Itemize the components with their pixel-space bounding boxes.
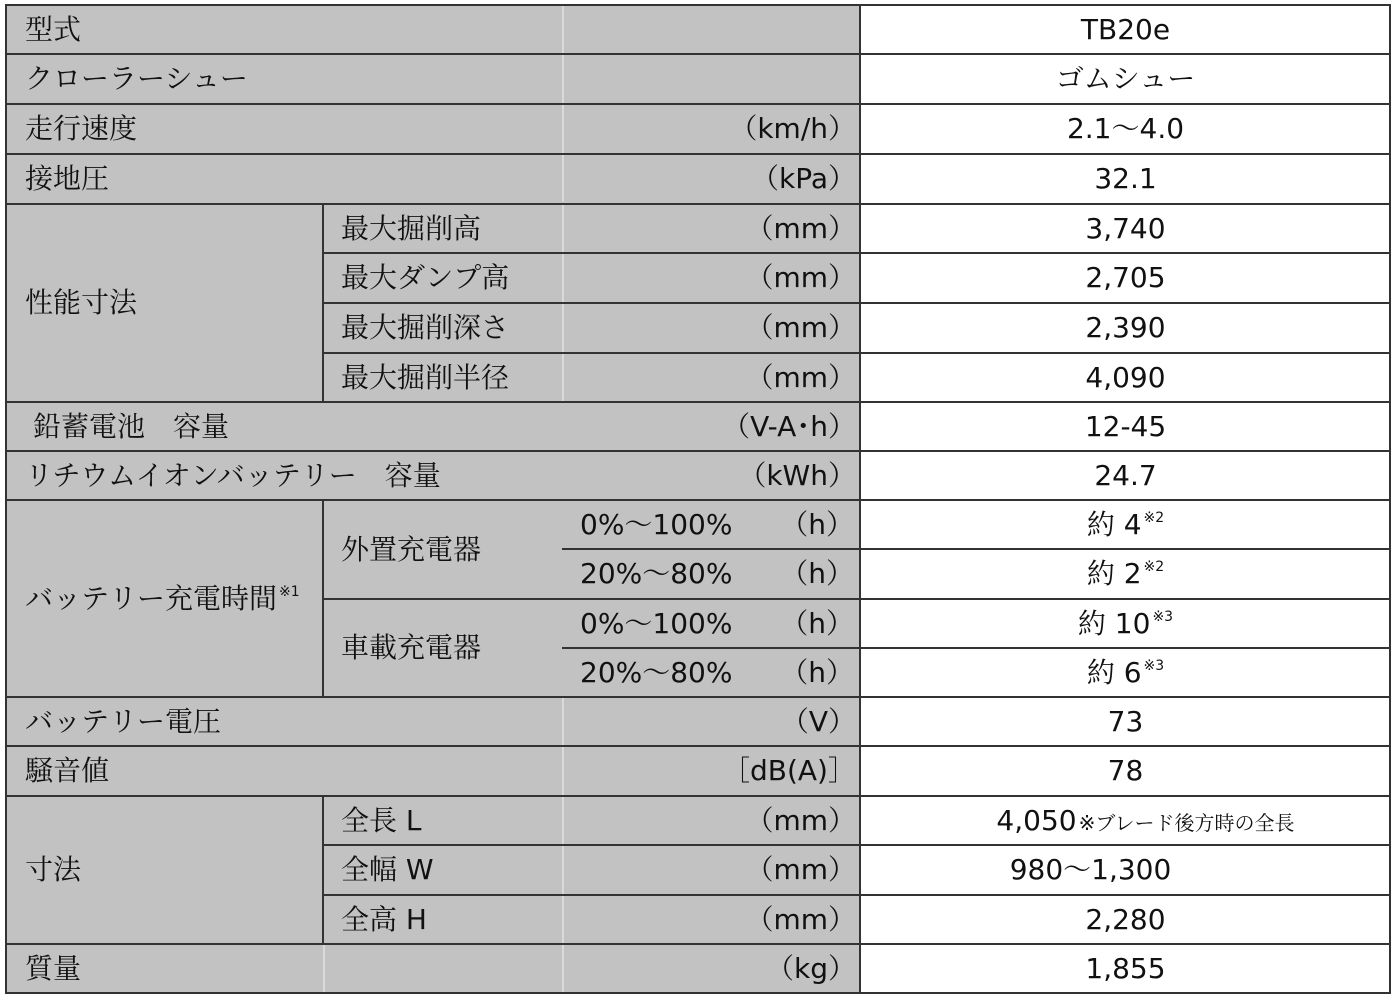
charge-unit: （h） bbox=[762, 599, 860, 648]
grid-line bbox=[5, 745, 1391, 747]
grid-line bbox=[323, 598, 1391, 600]
grid-line bbox=[859, 4, 861, 994]
value-cell: 980～1,300 bbox=[860, 845, 1391, 895]
charge-range: 0%～100% bbox=[562, 599, 762, 648]
unit-lead-battery: （V-A･h） bbox=[562, 402, 860, 451]
value-cell: 4,090 bbox=[860, 353, 1391, 402]
grid-line bbox=[5, 450, 1391, 452]
value-mass: 1,855 bbox=[860, 944, 1391, 993]
grid-line bbox=[5, 4, 7, 994]
unit-noise: ［dB(A)］ bbox=[562, 746, 860, 796]
grid-line bbox=[323, 894, 1391, 896]
grid-line bbox=[323, 252, 1391, 254]
value-cell bbox=[860, 648, 1391, 697]
row-label-shoe: クローラーシュー bbox=[7, 54, 562, 104]
row-label-lithium-battery: リチウムイオンバッテリー 容量 bbox=[7, 451, 562, 500]
value-shoe: ゴムシュー bbox=[860, 54, 1391, 104]
row-label-mass: 質量 bbox=[7, 944, 323, 993]
value-cell bbox=[860, 500, 1391, 549]
unit-cell: （mm） bbox=[562, 303, 860, 353]
sub-label: 全長 L bbox=[323, 796, 562, 845]
value-lead-battery: 12-45 bbox=[860, 402, 1391, 451]
value-cell: 2,705 bbox=[860, 253, 1391, 303]
grid-line bbox=[5, 499, 1391, 501]
sub-label-external-charger: 外置充電器 bbox=[323, 500, 562, 599]
grid-line bbox=[323, 302, 1391, 304]
faint-divider bbox=[562, 944, 564, 993]
charge-range: 20%～80% bbox=[562, 648, 762, 697]
grid-line bbox=[322, 203, 324, 403]
grid-line bbox=[323, 844, 1391, 846]
unit-mass: （kg） bbox=[562, 944, 860, 993]
grid-line bbox=[1389, 4, 1391, 994]
charge-time-label: バッテリー充電時間 bbox=[25, 581, 278, 615]
unit-cell-empty bbox=[562, 54, 860, 104]
grid-line bbox=[323, 352, 1391, 354]
faint-divider bbox=[323, 944, 325, 993]
grid-line bbox=[5, 943, 1391, 945]
unit-lithium-battery: （kWh） bbox=[562, 451, 860, 500]
row-label-model: 型式 bbox=[7, 5, 562, 54]
value-model: TB20e bbox=[860, 5, 1391, 54]
value-speed: 2.1～4.0 bbox=[860, 104, 1391, 154]
charge-value: 約 6 bbox=[1086, 655, 1142, 689]
charge-value: 約 4 bbox=[1086, 507, 1142, 541]
grid-line bbox=[562, 647, 1391, 649]
row-label-pressure: 接地圧 bbox=[7, 154, 562, 204]
group-label-charge-time bbox=[7, 500, 323, 697]
value-noise: 78 bbox=[860, 746, 1391, 796]
unit-cell-empty bbox=[562, 5, 860, 54]
value-lithium-battery: 24.7 bbox=[860, 451, 1391, 500]
charge-range: 0%～100% bbox=[562, 500, 762, 549]
unit-voltage: （V） bbox=[562, 697, 860, 746]
sub-label: 最大掘削高 bbox=[323, 204, 562, 253]
charge-unit: （h） bbox=[762, 500, 860, 549]
grid-line bbox=[5, 4, 1391, 6]
faint-divider bbox=[562, 697, 564, 944]
grid-line bbox=[322, 499, 324, 698]
row-label-speed: 走行速度 bbox=[7, 104, 562, 154]
sub-label: 全高 H bbox=[323, 895, 562, 944]
sub-cell-empty bbox=[323, 944, 562, 993]
row-label-noise: 騒音値 bbox=[7, 746, 562, 796]
grid-line bbox=[5, 203, 1391, 205]
value-cell: 3,740 bbox=[860, 204, 1391, 253]
charge-value: 約 10 bbox=[1077, 606, 1151, 640]
unit-cell: （mm） bbox=[562, 353, 860, 402]
value-cell bbox=[860, 599, 1391, 648]
sub-label: 最大掘削半径 bbox=[323, 353, 562, 402]
charge-value: 約 2 bbox=[1086, 557, 1142, 590]
value-cell: 2,390 bbox=[860, 303, 1391, 353]
grid-line bbox=[5, 992, 1391, 994]
length-note: ※ブレード後方時の全長 bbox=[1078, 810, 1295, 835]
charge-unit: （h） bbox=[762, 648, 860, 697]
sub-label: 全幅 W bbox=[323, 845, 562, 895]
sub-label-onboard-charger: 車載充電器 bbox=[323, 599, 562, 697]
charge-note: ※3 bbox=[1152, 608, 1174, 625]
grid-line bbox=[5, 53, 1391, 55]
grid-line bbox=[322, 795, 324, 945]
unit-cell: （mm） bbox=[562, 796, 860, 845]
group-label-dimensions: 寸法 bbox=[7, 796, 323, 944]
charge-note: ※3 bbox=[1143, 657, 1165, 674]
charge-note: ※2 bbox=[1143, 509, 1165, 526]
value-cell bbox=[860, 549, 1391, 599]
value-pressure: 32.1 bbox=[860, 154, 1391, 204]
group-label-performance: 性能寸法 bbox=[7, 204, 323, 402]
charge-range: 20%～80% bbox=[562, 549, 762, 599]
unit-cell: （mm） bbox=[562, 204, 860, 253]
unit-cell: （mm） bbox=[562, 253, 860, 303]
grid-line bbox=[5, 795, 1391, 797]
grid-line bbox=[5, 401, 1391, 403]
unit-cell: （mm） bbox=[562, 895, 860, 944]
unit-pressure: （kPa） bbox=[562, 154, 860, 204]
row-label-lead-battery: 鉛蓄電池 容量 bbox=[7, 402, 562, 451]
length-value: 4,050 bbox=[996, 803, 1077, 837]
value-cell bbox=[860, 796, 1391, 845]
grid-line bbox=[562, 548, 1391, 550]
charge-unit: （h） bbox=[762, 549, 860, 599]
unit-speed: （km/h） bbox=[562, 104, 860, 154]
grid-line bbox=[5, 696, 1391, 698]
row-label-voltage: バッテリー電圧 bbox=[7, 697, 562, 746]
grid-line bbox=[5, 153, 1391, 155]
value-voltage: 73 bbox=[860, 697, 1391, 746]
sub-label: 最大掘削深さ bbox=[323, 303, 562, 353]
charge-time-note: ※1 bbox=[279, 583, 300, 600]
charge-note: ※2 bbox=[1143, 559, 1165, 575]
sub-label: 最大ダンプ高 bbox=[323, 253, 562, 303]
unit-cell: （mm） bbox=[562, 845, 860, 895]
grid-line bbox=[5, 103, 1391, 105]
value-cell: 2,280 bbox=[860, 895, 1391, 944]
